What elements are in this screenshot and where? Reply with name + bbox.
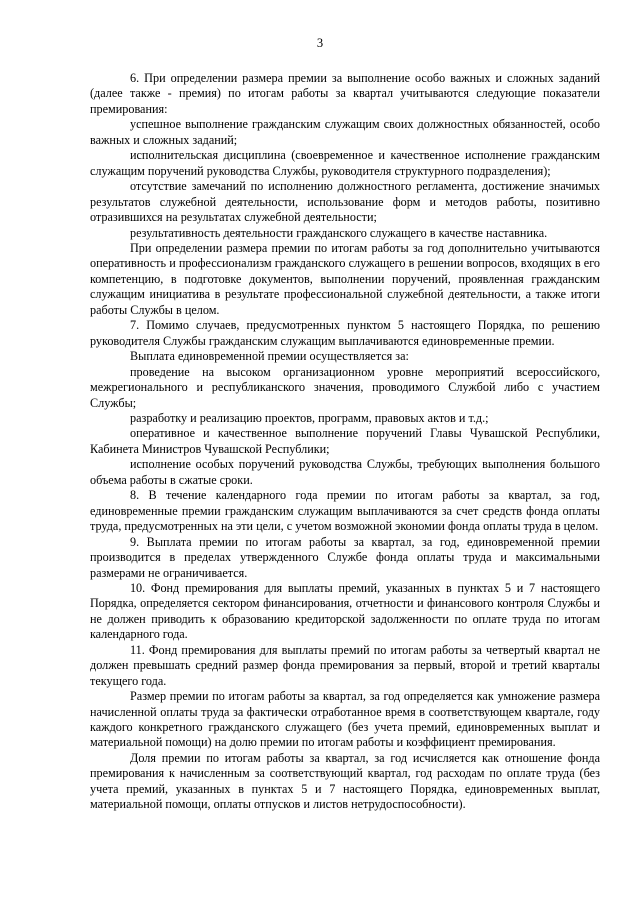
paragraph-6: 6. При определении размера премии за выполнение особо важных и сложных заданий (далее также - премия) по итогам работы за квартал учитываются следующие показатели премирования: [90, 71, 600, 116]
criterion-no-remarks: отсутствие замечаний по исполнению должностного регламента, достижение значимых результатов служебной деятельности, использование форм и методов работы, позитивно отразившихся на результатах служебной деятельности; [90, 179, 600, 225]
paragraph-7: 7. Помимо случаев, предусмотренных пунктом 5 настоящего Порядка, по решению руководителя Службы гражданским служащим выплачиваются единовременные премии. [90, 318, 600, 348]
one-time-bonus-intro: Выплата единовременной премии осуществляется за: [130, 349, 409, 364]
one-time-item-events: проведение на высоком организационном уровне мероприятий всероссийского, межрегионального и республиканского значения, проводимого Службой либо с участием Службы; [90, 364, 600, 410]
criterion-duties: успешное выполнение гражданским служащим своих должностных обязанностей, особо важных и сложных заданий; [90, 117, 600, 147]
criterion-discipline: исполнительская дисциплина (своевременное и качественное исполнение гражданским служащим поручений руководства Службы, руководителя структурного подразделения); [90, 148, 600, 178]
paragraph-bonus-share: Доля премии по итогам работы за квартал, за год исчисляется как отношение фонда премирования к начисленным за соответствующий квартал, год расходам по оплате труда (без учета премий, указанных в пунктах 5 и 7 настоящего Порядка, единовременных выплат, материальной помощи, оплаты отпусков и листов нетрудоспособности). [90, 750, 600, 812]
paragraph-9: 9. Выплата премии по итогам работы за квартал, за год, единовременной премии производится в пределах утвержденного Службе фонда оплаты труда и максимальными размерами не ограничивается. [90, 534, 600, 580]
paragraph-11: 11. Фонд премирования для выплаты премий по итогам работы за четвертый квартал не должен превышать средний размер фонда премирования за первый, второй и третий кварталы текущего года. [90, 642, 600, 688]
page-number: 3 [316, 36, 324, 50]
paragraph-8: 8. В течение календарного года премии по итогам работы за квартал, за год, единовременные премии гражданским служащим выплачиваются за счет средств фонда оплаты труда, предусмотренных на эти цели, с учетом возможной экономии фонда оплаты труда в целом. [90, 488, 600, 534]
one-time-item-special: исполнение особых поручений руководства Службы, требующих выполнения большого объема работы в сжатые сроки. [90, 457, 600, 487]
paragraph-bonus-size: Размер премии по итогам работы за квартал, за год определяется как умножение размера начисленной оплаты труда за фактически отработанное время в соответствующем квартале, году каждого конкретного гражданского служащего (без учета премий, единовременных выплат и материальной помощи) на долю премии по итогам работы и коэффициент премирования. [90, 689, 600, 750]
one-time-item-projects: разработку и реализацию проектов, программ, правовых актов и т.д.; [130, 410, 489, 425]
document-body [90, 71, 600, 813]
paragraph-10: 10. Фонд премирования для выплаты премий, указанных в пунктах 5 и 7 настоящего Порядка, определяется сектором финансирования, отчетности и финансового контроля Службы и не должен приводить к образованию кредиторской задолженности по оплате труда по итогам календарного года. [90, 580, 600, 642]
criterion-mentoring: результативность деятельности гражданского служащего в качестве наставника. [130, 225, 548, 240]
one-time-item-orders: оперативное и качественное выполнение поручений Главы Чувашской Республики, Кабинета Министров Чувашской Республики; [90, 426, 600, 456]
paragraph-annual-bonus: При определении размера премии по итогам работы за год дополнительно учитываются оперативность и профессионализм гражданского служащего в решении вопросов, входящих в его компетенцию, в подготовке документов, выполнении поручений, проявленная гражданским служащим инициатива в результате профессиональной служебной деятельности, а также итоги работы Службы в целом. [90, 240, 600, 317]
